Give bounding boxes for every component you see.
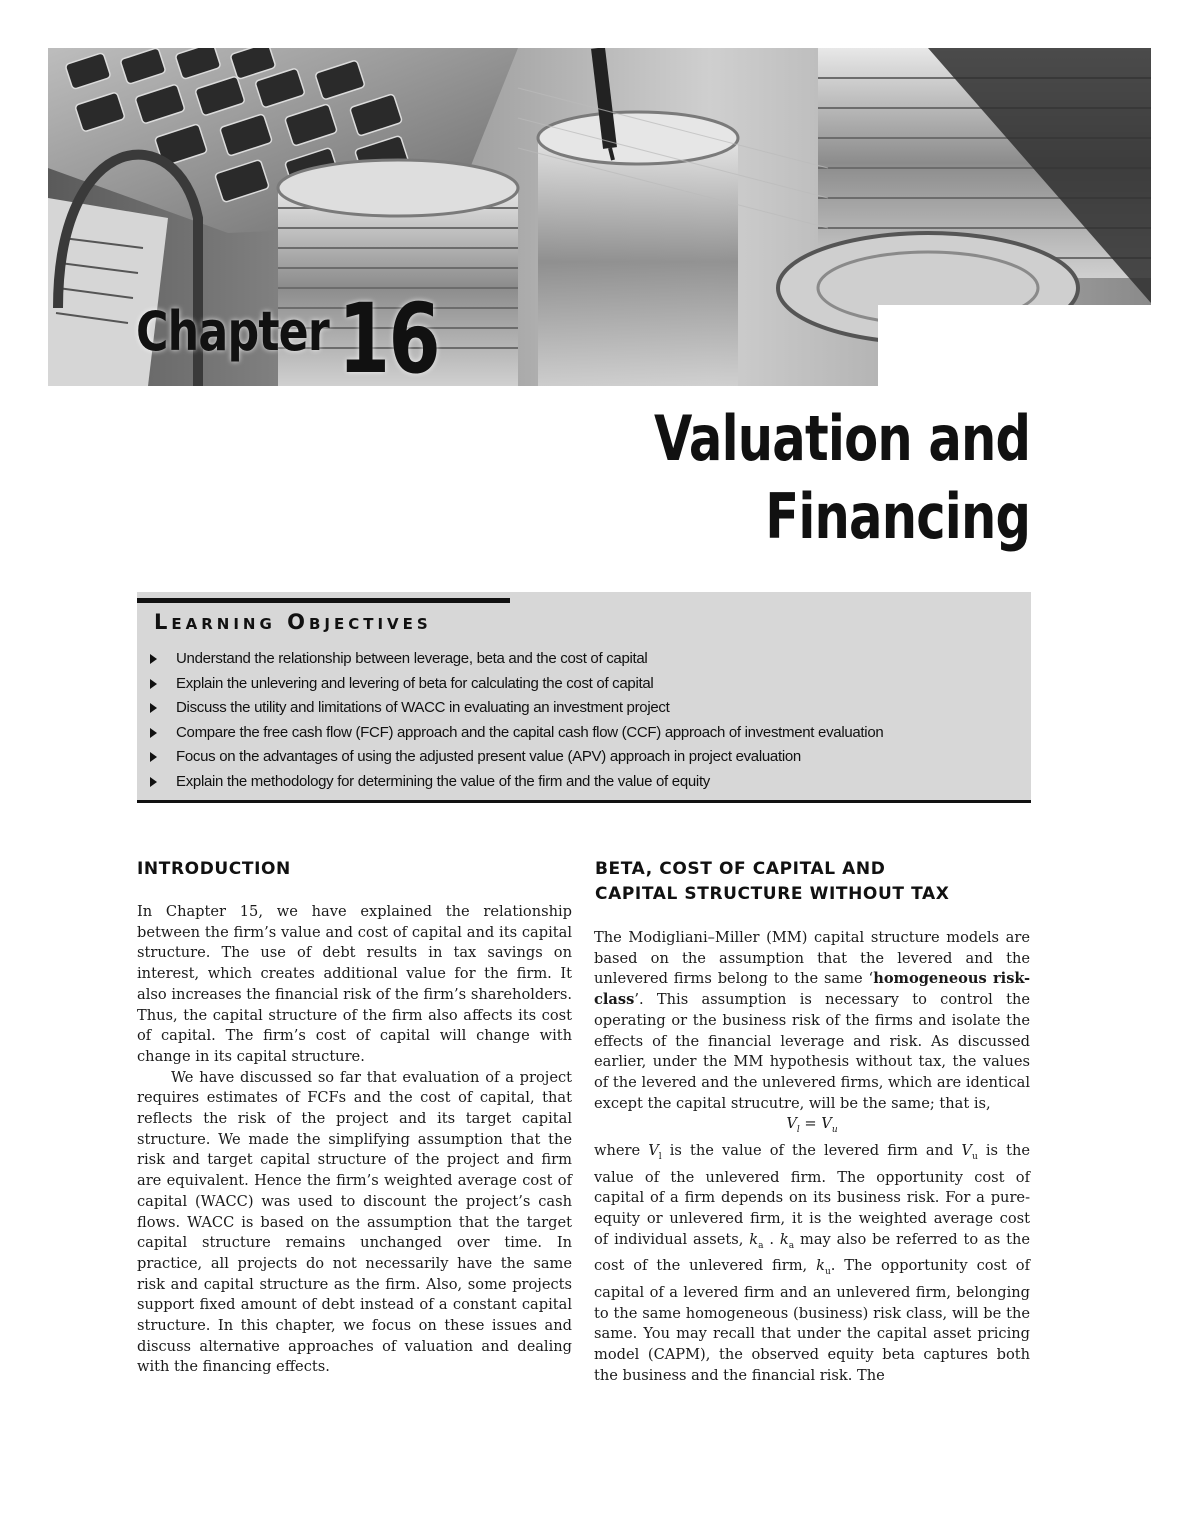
beta-section-body [594, 928, 1030, 1386]
beta-paragraph-2: where $V_l$ is the value of the levered firm and $V_u$ is the value of the unlevered firm. The opportunity cost of capital of a firm depends on its business risk. For a pure-equity or unlevered firm, it is the weighted average cost of individual assets, $k_a$ . $k_a$ may also be referred to as the cost of the unlevered firm, $k_u$. The opportunity cost of capital of a levered firm and an unlevered firm, belonging to the same homogeneous (business) risk class, will be the same. You may recall that under the capital asset pricing model (CAPM), the observed equity beta captures both the business and the financial risk. The [594, 1141, 1030, 1384]
equation-vl-equals-vu: $V_l = V_u$ [786, 1115, 838, 1136]
chapter-title-line-1: Valuation and [653, 402, 1030, 475]
introduction-heading: INTRODUCTION [137, 859, 291, 879]
beta-heading-line-2: CAPITAL STRUCTURE WITHOUT TAX [595, 884, 950, 904]
triangle-bullet-icon [150, 654, 157, 664]
triangle-bullet-icon [150, 752, 157, 762]
banner-cutout [878, 305, 1178, 395]
learning-objectives-heading: Learning Objectives [154, 610, 432, 634]
triangle-bullet-icon [150, 728, 157, 738]
objective-item: Explain the methodology for determining the value of the firm and the value of equity [150, 773, 883, 798]
introduction-paragraph-2: We have discussed so far that evaluation of a project requires estimates of FCFs and the cost of capital, that reflects the risk of the project and its target capital structure. We made the simplifying assumption that the risk and target capital structure of the project and firm are equivalent. Hence the firm’s weighted average cost of capital (WACC) was used to discount the project’s cash flows. WACC is based on the assumption that the target capital structure remains unchanged over time. In practice, all projects do not necessarily have the same risk and capital structure as the firm. Also, some projects support fixed amount of debt instead of a constant capital structure. In this chapter, we focus on these issues and discuss alternative approaches of valuation and dealing with the financing effects. [137, 1068, 572, 1376]
objective-item: Focus on the advantages of using the adjusted present value (APV) approach in project evaluation [150, 748, 883, 773]
beta-section-heading [595, 857, 949, 907]
objective-item: Understand the relationship between leverage, beta and the cost of capital [150, 650, 883, 675]
triangle-bullet-icon [150, 777, 157, 787]
objective-item: Compare the free cash flow (FCF) approach and the capital cash flow (CCF) approach of investment evaluation [150, 724, 883, 749]
introduction-paragraph-1: In Chapter 15, we have explained the relationship between the firm’s value and cost of capital and its capital structure. The use of debt results in tax savings on interest, which creates additional value for the firm. It also increases the financial risk of the firm’s shareholders. Thus, the capital structure of the firm also affects its cost of capital. The firm’s cost of capital will change with change in its capital structure. [137, 903, 572, 1065]
learning-objectives-rule [137, 598, 510, 603]
triangle-bullet-icon [150, 679, 157, 689]
chapter-label: Chapter [136, 300, 329, 363]
chapter-number: 16 [338, 283, 440, 395]
beta-heading-line-1: BETA, COST OF CAPITAL AND [595, 859, 886, 879]
chapter-title [654, 400, 1030, 556]
learning-objectives-list [150, 650, 883, 798]
introduction-body [137, 902, 572, 1378]
beta-paragraph-1: The Modigliani–Miller (MM) capital structure models are based on the assumption that the levered and the unlevered firms belong to the same ‘homogeneous risk-class’. This assumption is necessary to control the operating or the business risk of the firms and isolate the effects of the financial leverage and risk. As discussed earlier, under the MM hypothesis without tax, the values of the levered and the unlevered firms, which are identical except the capital strucutre, will be the same; that is, [594, 929, 1031, 1112]
objective-item: Discuss the utility and limitations of WACC in evaluating an investment project [150, 699, 883, 724]
objective-item: Explain the unlevering and levering of beta for calculating the cost of capital [150, 675, 883, 700]
triangle-bullet-icon [150, 703, 157, 713]
chapter-title-line-2: Financing [765, 480, 1030, 553]
